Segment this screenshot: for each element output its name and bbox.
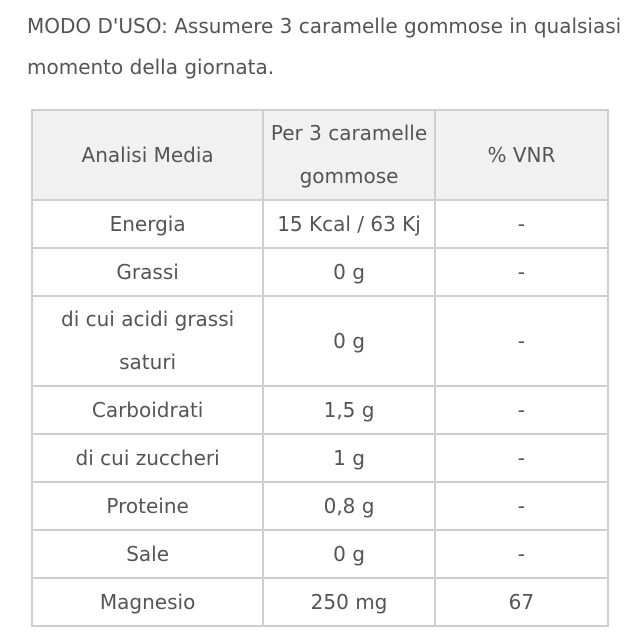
nutrient-vnr: - bbox=[435, 200, 608, 248]
table-row bbox=[32, 200, 608, 248]
nutrient-vnr: - bbox=[435, 434, 608, 482]
nutrient-name: Grassi bbox=[32, 248, 263, 296]
nutrient-vnr: - bbox=[435, 248, 608, 296]
nutrient-amount: 250 mg bbox=[263, 578, 435, 626]
nutrition-table bbox=[31, 109, 609, 627]
header-nutrient: Analisi Media bbox=[32, 110, 263, 200]
table-row bbox=[32, 386, 608, 434]
nutrient-amount: 15 Kcal / 63 Kj bbox=[263, 200, 435, 248]
nutrient-name: di cui zuccheri bbox=[32, 434, 263, 482]
nutrient-amount: 0 g bbox=[263, 530, 435, 578]
nutrient-name: Sale bbox=[32, 530, 263, 578]
nutrient-name: di cui acidi grassi saturi bbox=[32, 296, 263, 386]
nutrient-name: Magnesio bbox=[32, 578, 263, 626]
nutrient-vnr: - bbox=[435, 482, 608, 530]
table-header-row bbox=[32, 110, 608, 200]
nutrient-amount: 1,5 g bbox=[263, 386, 435, 434]
nutrient-vnr: 67 bbox=[435, 578, 608, 626]
usage-instructions: MODO D'USO: Assumere 3 caramelle gommose in qualsiasi momento della giornata. bbox=[27, 14, 622, 79]
nutrient-vnr: - bbox=[435, 386, 608, 434]
header-vnr: % VNR bbox=[435, 110, 608, 200]
nutrient-amount: 0,8 g bbox=[263, 482, 435, 530]
nutrient-amount: 0 g bbox=[263, 248, 435, 296]
nutrient-name: Carboidrati bbox=[32, 386, 263, 434]
nutrient-name: Proteine bbox=[32, 482, 263, 530]
nutrient-amount: 1 g bbox=[263, 434, 435, 482]
nutrient-amount: 0 g bbox=[263, 296, 435, 386]
nutrient-name: Energia bbox=[32, 200, 263, 248]
nutrient-vnr: - bbox=[435, 296, 608, 386]
table-row bbox=[32, 578, 608, 626]
table-row bbox=[32, 296, 608, 386]
table-row bbox=[32, 482, 608, 530]
table-row bbox=[32, 530, 608, 578]
header-amount: Per 3 caramelle gommose bbox=[263, 110, 435, 200]
table-row bbox=[32, 248, 608, 296]
table-row bbox=[32, 434, 608, 482]
nutrient-vnr: - bbox=[435, 530, 608, 578]
